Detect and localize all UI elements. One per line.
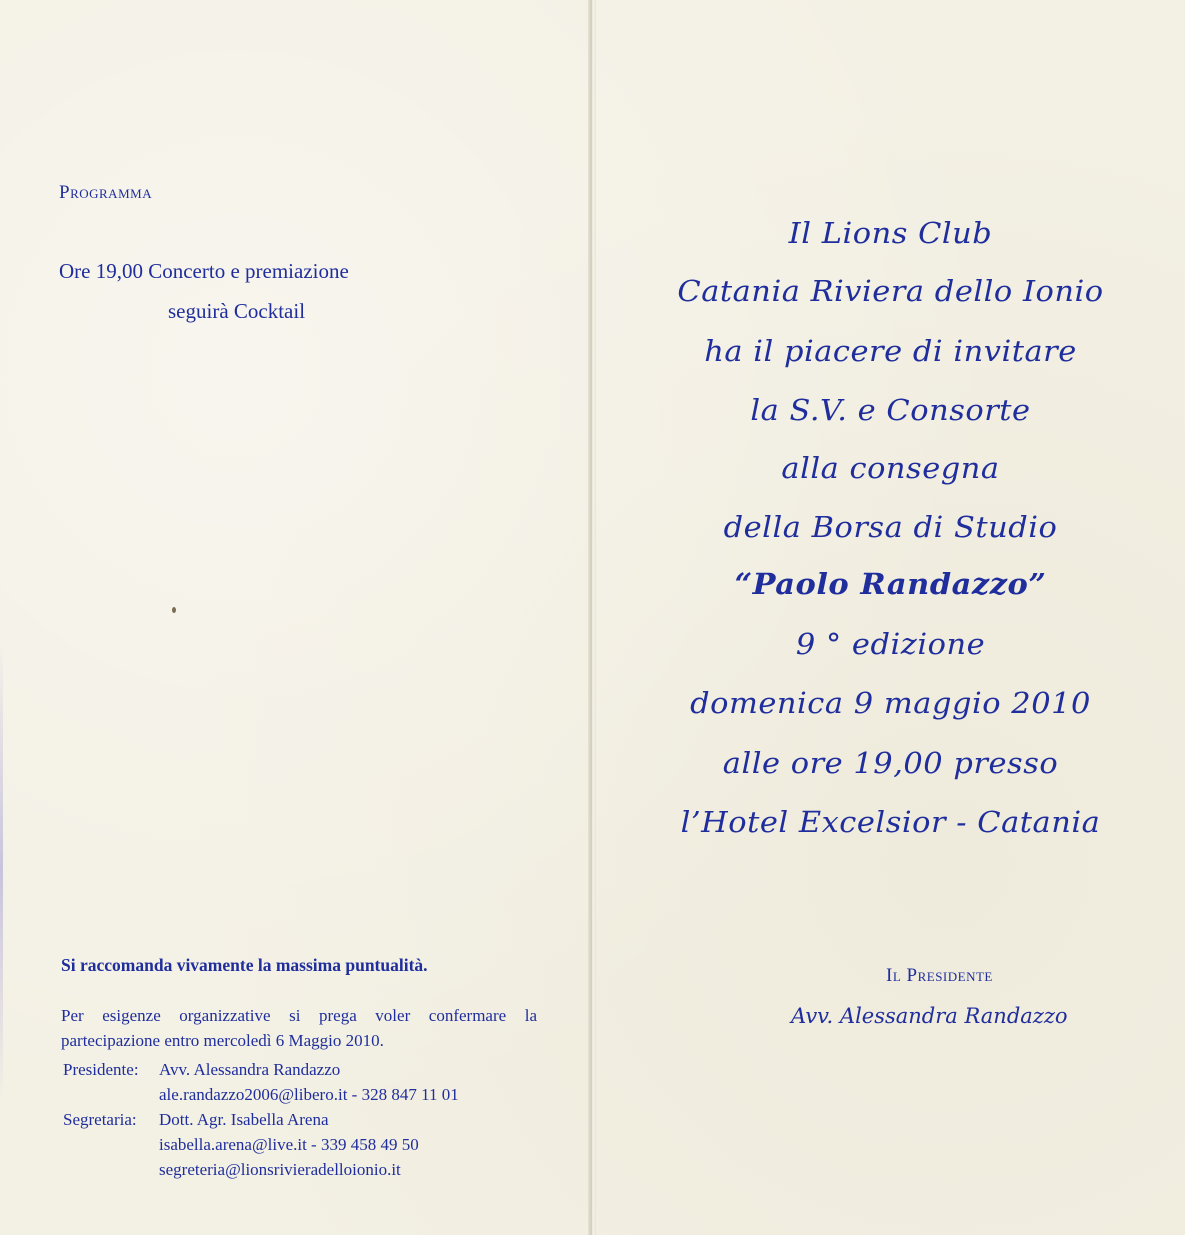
confirm-line-1: Per esigenze organizzative si prega voler confermare la (61, 1006, 537, 1025)
invitation-line-time: alle ore 19,00 presso (722, 746, 1059, 780)
confirm-line-2: partecipazione entro mercoledì 6 Maggio 2010. (61, 1031, 384, 1050)
confirmation-text (61, 1003, 537, 1053)
contact-label: Segretaria: (63, 1110, 137, 1129)
contact-label: Presidente: (63, 1060, 139, 1079)
invitation-line-invite: ha il piacere di invitare (704, 334, 1077, 368)
paper-speck (172, 607, 176, 613)
contact-value: Avv. Alessandra Randazzo (159, 1060, 341, 1079)
president-title: Il Presidente (886, 965, 993, 986)
president-name: Avv. Alessandra Randazzo (791, 1004, 1068, 1028)
invitation-line-scholarship-name: “Paolo Randazzo” (734, 567, 1047, 601)
right-panel (596, 0, 1185, 1235)
invitation-line-club: Il Lions Club (788, 216, 993, 250)
invitation-line-club-name: Catania Riviera dello Ionio (677, 274, 1104, 308)
invitation-line-delivery: alla consegna (781, 451, 1000, 485)
left-panel (0, 0, 590, 1235)
invitation-line-edition: 9 ° edizione (795, 627, 986, 661)
invitation-line-date: domenica 9 maggio 2010 (690, 686, 1091, 720)
invitation-line-guest: la S.V. e Consorte (750, 393, 1031, 427)
contact-value: segreteria@lionsrivieradelloionio.it (159, 1160, 401, 1179)
program-line-1: Ore 19,00 Concerto e premiazione (59, 259, 349, 283)
contact-value: ale.randazzo2006@libero.it - 328 847 11 01 (159, 1085, 459, 1104)
invitation-line-venue: l’Hotel Excelsior - Catania (680, 805, 1101, 839)
contact-value: Dott. Agr. Isabella Arena (159, 1110, 329, 1129)
programma-heading: Programma (59, 182, 153, 203)
invitation-line-scholarship: della Borsa di Studio (723, 510, 1058, 544)
program-line-2: seguirà Cocktail (168, 299, 306, 323)
punctuality-notice: Si raccomanda vivamente la massima puntualità. (61, 955, 428, 975)
contact-value: isabella.arena@live.it - 339 458 49 50 (159, 1135, 419, 1154)
